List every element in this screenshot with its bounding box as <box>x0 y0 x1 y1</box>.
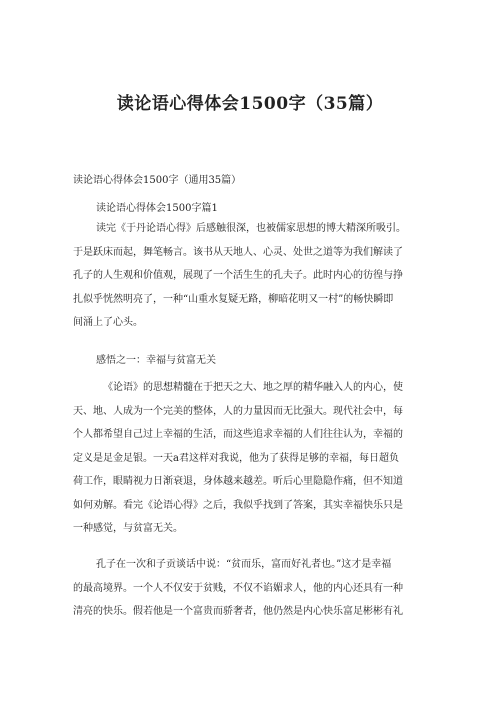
section-heading: 感悟之一：幸福与贫富无关 <box>96 355 216 366</box>
paragraph-line: 一种感觉，与贫富无关。 <box>73 523 183 534</box>
paragraph-line: 于是跃床而起，舞笔畅言。该书从天地人、心灵、处世之道等为我们解读了 <box>73 246 403 258</box>
paragraph-line: 如何劝解。看完《论语心得》之后，我似乎找到了答案，其实幸福快乐只是 <box>73 499 403 511</box>
section-title: 读论语心得体会1500字篇1 <box>96 203 218 214</box>
paragraph-2 <box>73 376 431 541</box>
paragraph-line: 《论语》的思想精髓在于把天之大、地之厚的精华融入人的内心，使 <box>103 382 403 393</box>
paragraph-line: 孔子的人生观和价值观，展现了一个活生生的孔夫子。此时内心的彷徨与挣 <box>73 270 403 281</box>
paragraph-line: 扎似乎恍然明亮了，一种“山重水复疑无路，柳暗花明又一村”的畅快瞬即 <box>73 293 394 305</box>
document-subtitle: 读论语心得体会1500字（通用35篇） <box>73 175 242 186</box>
paragraph-line: 孔子在一次和子贡谈话中说：“贫而乐，富而好礼者也。”这才是幸福 <box>96 559 392 570</box>
paragraph-line: 荷工作，眼睛视力日渐衰退，身体越来越差。听后心里隐隐作痛，但不知道 <box>73 476 403 487</box>
paragraph-line: 读完《于丹论语心得》后感触很深，也被儒家思想的博大精深所吸引。 <box>96 223 406 234</box>
document-title: 读论语心得体会1500字（35篇） <box>116 94 384 114</box>
paragraph-line: 天、地、人成为一个完美的整体，人的力量因而无比强大。现代社会中，每 <box>73 405 403 417</box>
paragraph-line: 间涌上了心头。 <box>73 317 143 328</box>
paragraph-3 <box>73 553 431 624</box>
paragraph-line: 清亮的快乐。假若他是一个富贵而骄奢者，他仍然是内心快乐富足彬彬有礼 <box>73 606 403 617</box>
paragraph-line: 定义是足金足银。一天a君这样对我说，他为了获得足够的幸福，每日超负 <box>73 452 399 464</box>
paragraph-line: 的最高境界。一个人不仅安于贫贱，不仅不谄媚求人，他的内心还具有一种 <box>73 582 403 594</box>
paragraph-1 <box>73 217 431 335</box>
paragraph-line: 个人都希望自己过上幸福的生活，而这些追求幸福的人们往往认为，幸福的 <box>73 429 403 440</box>
